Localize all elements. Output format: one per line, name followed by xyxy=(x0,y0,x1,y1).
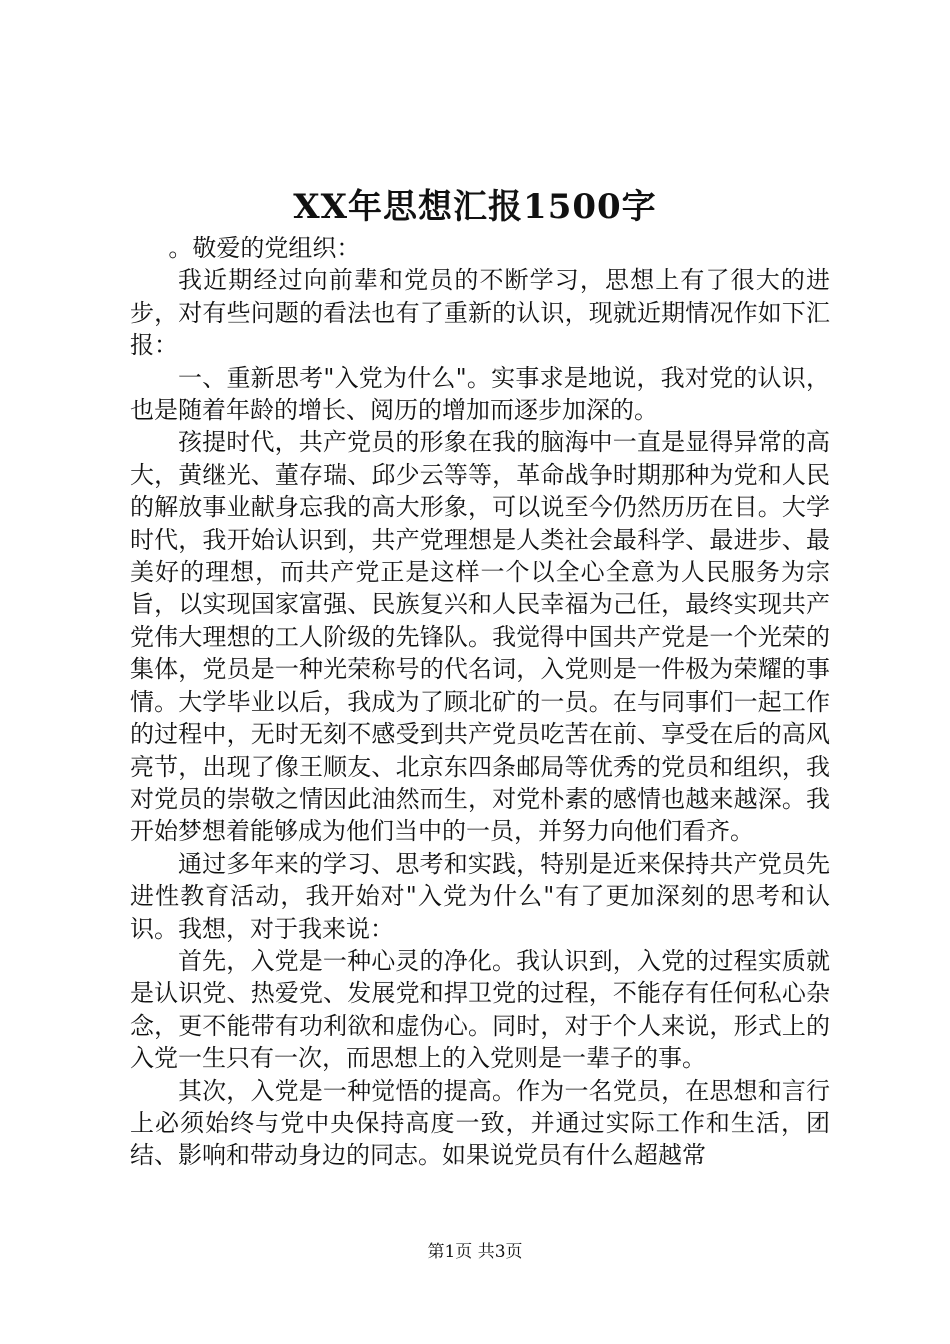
paragraph-childhood: 孩提时代，共产党员的形象在我的脑海中一直是显得异常的高大，黄继光、董存瑞、邱少云等等，革命战争时期那种为党和人民的解放事业献身忘我的高大形象，可以说至今仍然历历在目。大学时代，我开始认识到，共产党理想是人类社会最科学、最进步、最美好的理想，而共产党正是这样一个以全心全意为人民服务为宗旨，以实现国家富强、民族复兴和人民幸福为己任，最终实现共产党伟大理想的工人阶级的先锋队。我觉得中国共产党是一个光荣的集体，党员是一种光荣称号的代名词，入党则是一件极为荣耀的事情。大学毕业以后，我成为了顾北矿的一员。在与同事们一起工作的过程中，无时无刻不感受到共产党员吃苦在前、享受在后的高风亮节，出现了像王顺友、北京东四条邮局等优秀的党员和组织，我对党员的崇敬之情因此油然而生，对党朴素的感情也越来越深。我开始梦想着能够成为他们当中的一员，并努力向他们看齐。 xyxy=(130,428,830,846)
document-title: XX年思想汇报1500字 xyxy=(293,187,657,227)
paragraph-first: 首先，入党是一种心灵的净化。我认识到，入党的过程实质就是认识党、热爱党、发展党和捍卫党的过程，不能存有任何私心杂念，更不能带有功利欲和虚伪心。同时，对于个人来说，形式上的入党一生只有一次，而思想上的入党则是一辈子的事。 xyxy=(130,946,830,1073)
document-body xyxy=(130,232,830,1172)
paragraph-reflection: 通过多年来的学习、思考和实践，特别是近来保持共产党员先进性教育活动，我开始对"入党为什么"有了更加深刻的思考和认识。我想，对于我来说： xyxy=(130,849,830,943)
paragraph-intro: 我近期经过向前辈和党员的不断学习，思想上有了很大的进步，对有些问题的看法也有了重新的认识，现就近期情况作如下汇报： xyxy=(130,266,830,360)
salutation: 。敬爱的党组织： xyxy=(168,234,361,262)
page-footer: 第1页 共3页 xyxy=(427,1242,523,1262)
paragraph-second: 其次，入党是一种觉悟的提高。作为一名党员，在思想和言行上必须始终与党中央保持高度一致，并通过实际工作和生活，团结、影响和带动身边的同志。如果说党员有什么超越常 xyxy=(130,1076,830,1170)
paragraph-section-one: 一、重新思考"入党为什么"。实事求是地说，我对党的认识，也是随着年龄的增长、阅历的增加而逐步加深的。 xyxy=(130,363,830,425)
